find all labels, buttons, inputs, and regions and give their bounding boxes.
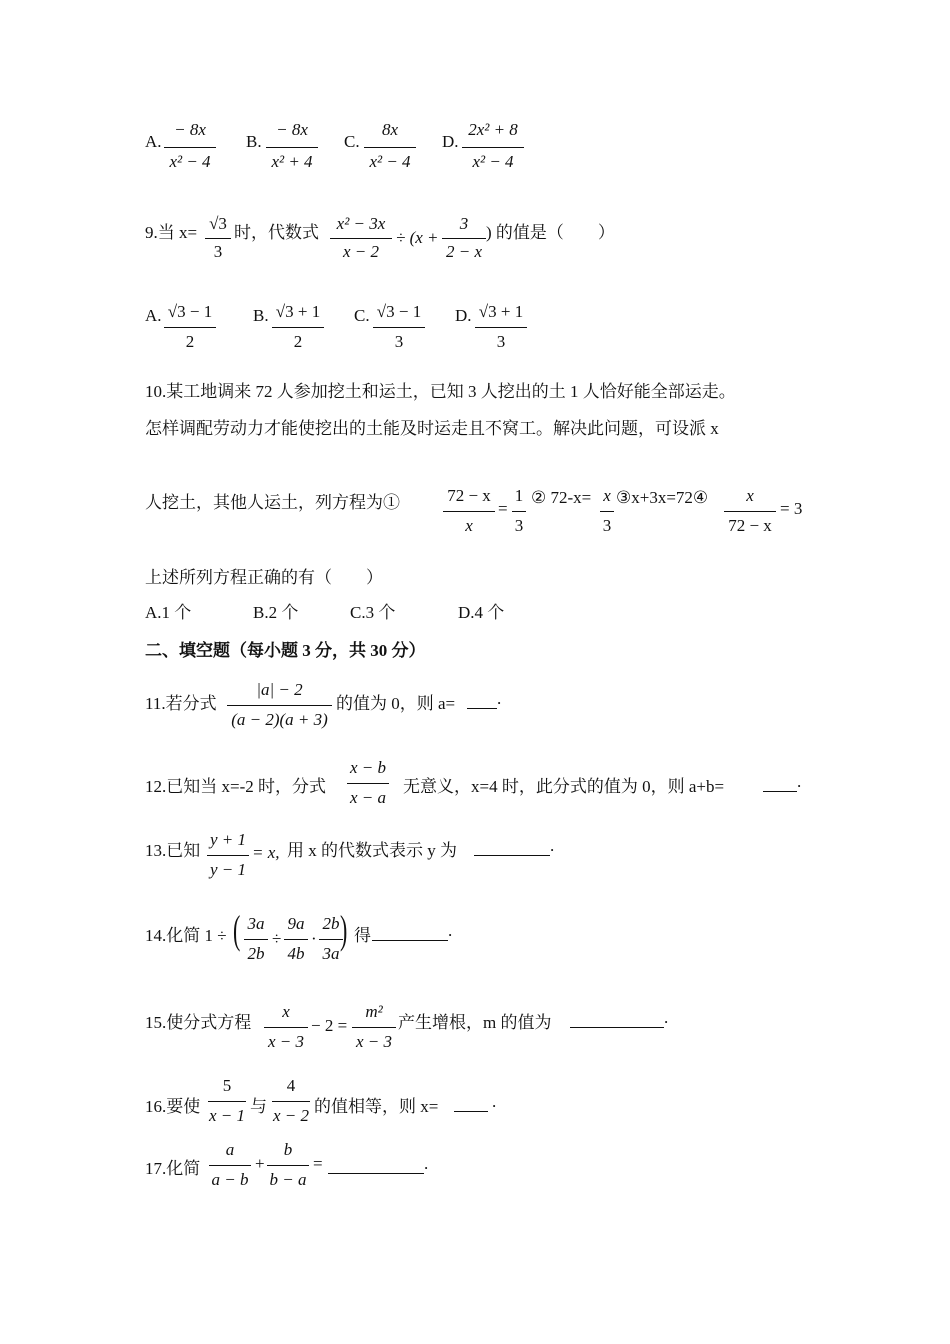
q16-answer-blank[interactable] <box>454 1092 488 1112</box>
numerator: 5 <box>222 1076 232 1095</box>
q10-question: 上述所列方程正确的有（ ） <box>145 568 383 587</box>
fraction-bar <box>373 327 425 328</box>
numerator: 2x² + 8 <box>468 120 518 139</box>
denominator: x − 2 <box>342 242 380 261</box>
q14-fraction-1 <box>244 914 268 970</box>
q16-prefix: 16.要使 <box>145 1097 201 1116</box>
q14-multiply: · <box>311 929 317 948</box>
fraction-bar <box>475 327 527 328</box>
denominator: 4b <box>287 944 305 963</box>
numerator: x² − 3x <box>336 214 386 233</box>
q11-end: . <box>497 689 502 708</box>
q17-answer-blank[interactable] <box>328 1154 424 1174</box>
q12-suffix: 无意义，x=4 时，此分式的值为 0，则 a+b= <box>403 777 725 796</box>
q16-mid: 与 <box>250 1097 267 1116</box>
fraction-bar <box>724 511 776 512</box>
denominator: x² − 4 <box>369 152 411 171</box>
q17-fraction-b <box>267 1140 309 1196</box>
q11-prefix: 11.若分式 <box>145 694 217 713</box>
numerator: 3 <box>459 214 469 233</box>
denominator: 3 <box>496 332 506 351</box>
q9-inner-fraction <box>442 214 486 270</box>
q8-option-b-fraction <box>266 120 318 180</box>
denominator: a − b <box>211 1170 249 1189</box>
numerator: x − b <box>349 758 387 777</box>
denominator: 3a <box>322 944 340 963</box>
denominator: 2 <box>293 332 303 351</box>
numerator: a <box>225 1140 235 1159</box>
q12-fraction <box>347 758 389 814</box>
q9-option-c-label: C. <box>354 306 370 325</box>
q9-option-d-fraction <box>475 302 527 358</box>
q10-eq4-fraction <box>724 486 776 542</box>
numerator: b <box>283 1140 293 1159</box>
numerator: x <box>746 486 754 505</box>
q16-end: . <box>492 1092 497 1111</box>
fraction-bar <box>244 939 268 940</box>
denominator: 72 − x <box>728 516 772 535</box>
q10-line-3-prefix: 人挖土，其他人运土，列方程为① <box>145 493 400 512</box>
right-paren-icon: ) <box>339 907 348 952</box>
q17-prefix: 17.化简 <box>145 1159 201 1178</box>
q9-divide-text: ÷ (x + <box>396 228 439 247</box>
numerator: x <box>603 486 611 505</box>
numerator: 4 <box>286 1076 296 1095</box>
numerator: 1 <box>514 486 524 505</box>
q13-equals-x: = x, <box>252 843 280 862</box>
numerator: − 8x <box>276 120 308 139</box>
q15-suffix: 产生增根，m 的值为 <box>398 1013 552 1032</box>
numerator: 9a <box>287 914 305 933</box>
q9-option-b-fraction <box>272 302 324 358</box>
q15-right-fraction <box>352 1002 396 1058</box>
numerator: m² <box>365 1002 383 1021</box>
q17-equals: = <box>313 1154 323 1173</box>
denominator: x − a <box>349 788 387 807</box>
fraction-bar <box>267 1165 309 1166</box>
q11-fraction <box>227 680 332 736</box>
denominator: x − 1 <box>208 1106 246 1125</box>
q8-option-d-fraction <box>462 120 524 180</box>
fraction-bar <box>512 511 526 512</box>
q10-option-c: C.3 个 <box>350 603 396 622</box>
fraction-bar <box>272 327 324 328</box>
q16-suffix: 的值相等，则 x= <box>314 1097 439 1116</box>
q8-option-a-fraction <box>164 120 216 180</box>
denominator: x² − 4 <box>169 152 211 171</box>
q9-option-a-label: A. <box>145 306 162 325</box>
q12-answer-blank[interactable] <box>763 772 797 792</box>
fraction-bar <box>164 327 216 328</box>
fraction-bar <box>442 238 486 239</box>
fraction-bar <box>227 705 332 706</box>
fraction-bar <box>284 939 308 940</box>
q8-option-d-label: D. <box>442 132 459 151</box>
fraction-bar <box>205 238 231 239</box>
q9-option-a-fraction <box>164 302 216 358</box>
q12-prefix: 12.已知当 x=-2 时，分式 <box>145 777 326 796</box>
q13-prefix: 13.已知 <box>145 841 201 860</box>
fraction-bar <box>266 147 318 148</box>
denominator: 3 <box>602 516 612 535</box>
q10-eq2-prefix: ② 72-x= <box>531 488 592 507</box>
q17-end: . <box>424 1154 429 1173</box>
q14-prefix: 14.化简 1 ÷ <box>145 926 227 945</box>
q10-line-2: 怎样调配劳动力才能使挖出的土能及时运走且不窝工。解决此问题，可设派 x <box>145 419 719 438</box>
fraction-bar <box>600 511 614 512</box>
numerator: 2b <box>322 914 340 933</box>
q10-option-d: D.4 个 <box>458 603 505 622</box>
denominator: 3 <box>514 516 524 535</box>
denominator: y − 1 <box>209 860 247 879</box>
q14-end: . <box>448 921 453 940</box>
fraction-bar <box>347 783 389 784</box>
q9-x-value-fraction <box>205 214 231 270</box>
q13-fraction <box>207 830 249 886</box>
q12-end: . <box>797 772 802 791</box>
q8-option-c-label: C. <box>344 132 360 151</box>
denominator: 2b <box>247 944 265 963</box>
denominator: x − 3 <box>355 1032 393 1051</box>
q9-option-c-fraction <box>373 302 425 358</box>
numerator: 72 − x <box>447 486 491 505</box>
numerator: √3 + 1 <box>275 302 321 321</box>
denominator: x² + 4 <box>271 152 313 171</box>
q14-answer-blank[interactable] <box>372 921 448 941</box>
denominator: 2 <box>185 332 195 351</box>
q10-line-1: 10.某工地调来 72 人参加挖土和运土，已知 3 人挖出的土 1 人恰好能全部运走。 <box>145 382 736 401</box>
fraction-bar <box>164 147 216 148</box>
denominator: x <box>465 516 473 535</box>
section-2-title: 二、填空题（每小题 3 分，共 30 分） <box>145 641 426 660</box>
q13-suffix: 用 x 的代数式表示 y 为 <box>287 841 457 860</box>
denominator: x² − 4 <box>472 152 514 171</box>
q9-prefix: 9.当 x= <box>145 223 198 242</box>
numerator: √3 + 1 <box>478 302 524 321</box>
q10-eq2-fraction <box>600 486 614 542</box>
q9-expression-fraction <box>330 214 392 270</box>
q14-fraction-2 <box>284 914 308 970</box>
fraction-bar <box>207 855 249 856</box>
q14-suffix: 得 <box>354 926 371 945</box>
q9-suffix: ) 的值是（ ） <box>486 223 615 242</box>
denominator: (a − 2)(a + 3) <box>231 710 328 729</box>
q15-end: . <box>664 1008 669 1027</box>
q10-eq1-right-fraction <box>512 486 526 542</box>
fraction-bar <box>330 238 392 239</box>
numerator: √3 − 1 <box>167 302 213 321</box>
q10-eq4-rhs: = 3 <box>780 499 803 518</box>
q15-prefix: 15.使分式方程 <box>145 1013 252 1032</box>
q10-eq3: ③x+3x=72④ <box>616 488 709 507</box>
numerator: |a| − 2 <box>256 680 303 699</box>
numerator: 8x <box>381 120 399 139</box>
q16-fraction-b <box>272 1076 310 1132</box>
fraction-bar <box>272 1101 310 1102</box>
denominator: x − 2 <box>272 1106 310 1125</box>
denominator: b − a <box>269 1170 307 1189</box>
denominator: 3 <box>213 242 223 261</box>
q8-option-a-label: A. <box>145 132 162 151</box>
q15-answer-blank[interactable] <box>570 1008 664 1028</box>
fraction-bar <box>352 1027 396 1028</box>
fraction-bar <box>462 147 524 148</box>
q15-left-fraction <box>264 1002 308 1058</box>
q9-option-b-label: B. <box>253 306 269 325</box>
q9-mid-text: 时，代数式 <box>234 223 319 242</box>
numerator: 3a <box>247 914 265 933</box>
q8-option-c-fraction <box>364 120 416 180</box>
q15-mid: − 2 = <box>311 1016 348 1035</box>
q10-option-b: B.2 个 <box>253 603 299 622</box>
fraction-bar <box>364 147 416 148</box>
q11-answer-blank[interactable] <box>467 689 497 709</box>
fraction-bar <box>443 511 495 512</box>
q14-divide: ÷ <box>272 929 282 948</box>
left-paren-icon: ( <box>232 907 241 952</box>
q10-eq1-left-fraction <box>443 486 495 542</box>
q13-end: . <box>550 836 555 855</box>
numerator: x <box>282 1002 290 1021</box>
denominator: 2 − x <box>445 242 483 261</box>
q13-answer-blank[interactable] <box>474 836 550 856</box>
q8-option-b-label: B. <box>246 132 262 151</box>
numerator: √3 − 1 <box>376 302 422 321</box>
q11-suffix: 的值为 0，则 a= <box>336 694 456 713</box>
q16-fraction-a <box>208 1076 246 1132</box>
q10-eq1-equals: = <box>498 499 508 518</box>
numerator: y + 1 <box>209 830 247 849</box>
numerator: − 8x <box>174 120 206 139</box>
fraction-bar <box>264 1027 308 1028</box>
q17-plus: + <box>255 1154 265 1173</box>
q9-option-d-label: D. <box>455 306 472 325</box>
fraction-bar <box>209 1165 251 1166</box>
denominator: 3 <box>394 332 404 351</box>
fraction-bar <box>208 1101 246 1102</box>
q10-option-a: A.1 个 <box>145 603 192 622</box>
denominator: x − 3 <box>267 1032 305 1051</box>
numerator: √3 <box>209 214 227 233</box>
q17-fraction-a <box>209 1140 251 1196</box>
